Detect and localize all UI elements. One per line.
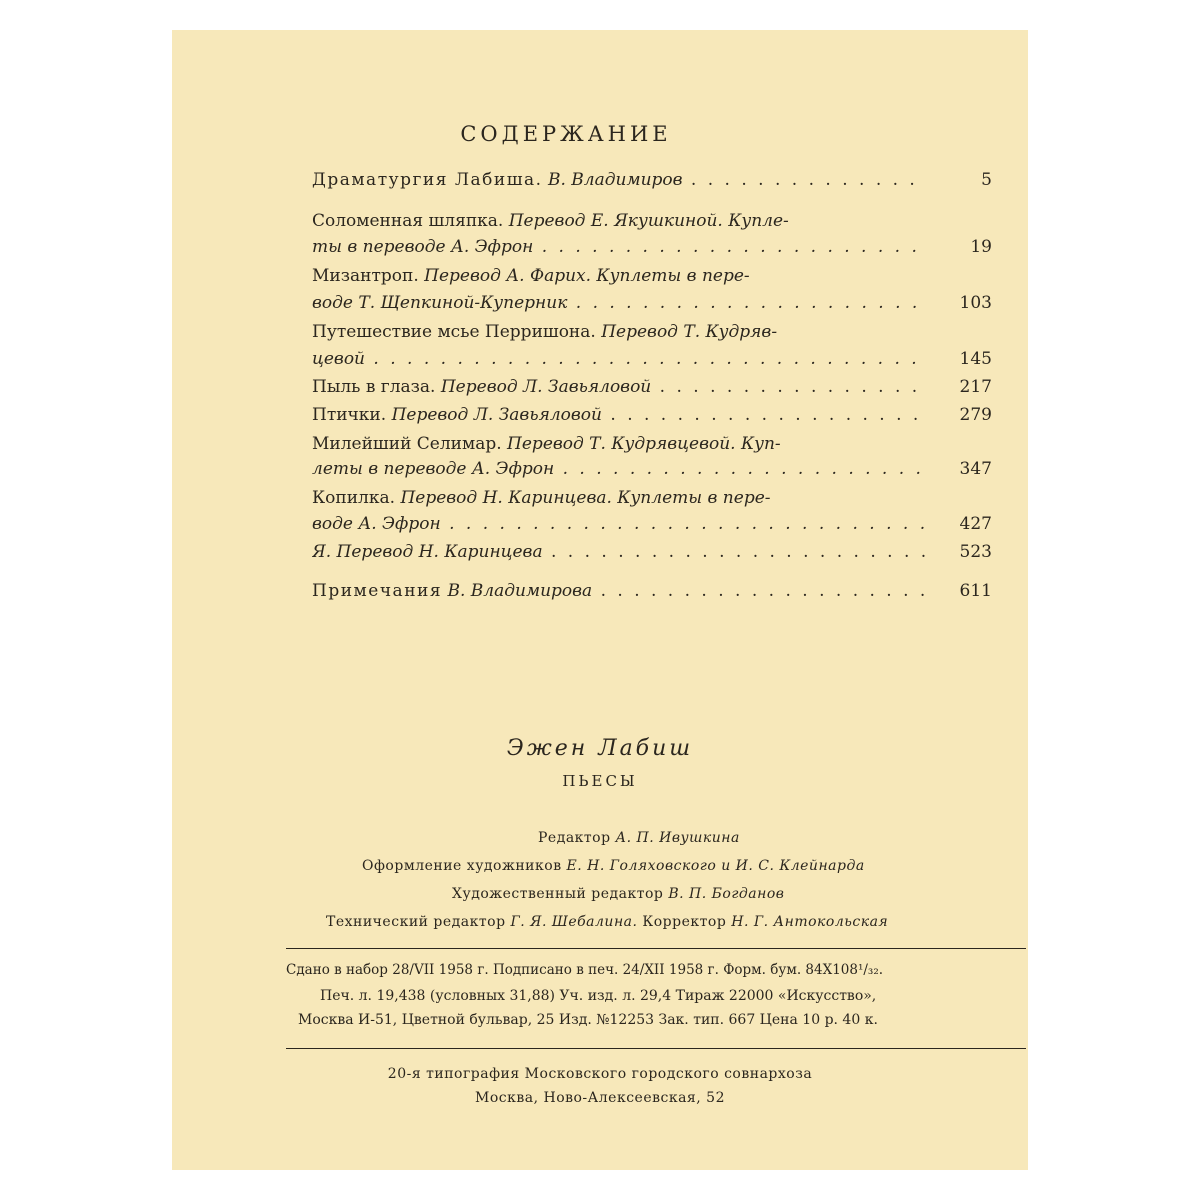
credit-tech-editor: [326, 914, 888, 930]
toc-entry: [312, 578, 992, 604]
toc-entry-credit: В. Владимирова: [447, 581, 593, 601]
imprint-line: Сдано в набор 28/VII 1958 г. Подписано в печ. 24/XII 1958 г. Форм. бум. 84Х108¹/₃₂.: [286, 962, 884, 978]
book-subtitle: ПЬЕСЫ: [562, 772, 638, 790]
credit-design: [362, 858, 865, 874]
toc-entry-page: 103: [959, 293, 992, 313]
toc-entry-title: Я.: [312, 542, 332, 562]
toc-entry-title: Примечания: [312, 581, 443, 601]
printer-line: 20-я типография Московского городского совнархоза: [387, 1066, 813, 1082]
toc-entry-credit: Перевод Е. Якушкиной. Купле-: [508, 211, 789, 231]
toc-entry-credit-cont: воде А. Эфрон . . .: [312, 511, 927, 537]
toc-entry-title: Милейший Селимар.: [312, 434, 502, 454]
credit-name: Г. Я. Шебалина.: [510, 914, 638, 930]
credit-name: В. П. Богданов: [668, 886, 785, 902]
credit-editor: [538, 830, 740, 846]
divider-rule: [286, 948, 1026, 949]
toc-entry: [312, 431, 992, 457]
toc-entry-credit: В. Владимиров: [548, 170, 683, 190]
credit-label: Художественный редактор: [452, 886, 664, 902]
credit-name: Е. Н. Голяховского и И. С. Клейнарда: [566, 858, 865, 874]
toc-entry-page: 19: [970, 237, 992, 257]
credit-label: Технический редактор: [326, 914, 506, 930]
toc-entry-page: 523: [959, 542, 992, 562]
toc-entry-credit: Перевод Л. Завьяловой: [391, 405, 602, 425]
divider-rule: [286, 1048, 1026, 1049]
toc-entry-credit: Перевод Н. Каринцева: [336, 542, 543, 562]
toc-entry: [312, 539, 992, 565]
toc-entry-credit-cont: цевой . . .: [312, 346, 927, 372]
toc-entry-title: Копилка.: [312, 488, 396, 508]
toc-entry: [312, 208, 992, 234]
toc-entry-title: Пыль в глаза.: [312, 377, 436, 397]
toc-entry-title: Драматургия Лабиша.: [312, 170, 543, 190]
toc-entry-continuation: [312, 511, 992, 537]
toc-entry-credit-cont: воде Т. Щепкиной-Куперник . . .: [312, 290, 927, 316]
credit-label: Редактор: [538, 830, 611, 846]
toc-entry-page: 5: [981, 170, 992, 190]
toc-entry-continuation: [312, 346, 992, 372]
toc-entry-continuation: [312, 290, 992, 316]
toc-entry-page: 279: [959, 405, 992, 425]
toc-entry-credit: Перевод Н. Каринцева. Куплеты в пере-: [400, 488, 771, 508]
toc-entry-credit: Перевод Т. Кудряв-: [601, 322, 778, 342]
toc-entry: [312, 167, 992, 193]
printer-line: Москва, Ново-Алексеевская, 52: [475, 1090, 725, 1106]
toc-entry-page: 347: [959, 459, 992, 479]
credit-label: Оформление художников: [362, 858, 562, 874]
toc-entry: [312, 402, 992, 428]
toc-entry: [312, 319, 992, 345]
credit-name: А. П. Ивушкина: [615, 830, 740, 846]
credit-name: Н. Г. Антокольская: [731, 914, 889, 930]
toc-entry-page: 611: [959, 581, 992, 601]
toc-entry-title: Путешествие мсье Перришона.: [312, 322, 596, 342]
toc-entry-credit-cont: ты в переводе А. Эфрон . . .: [312, 234, 927, 260]
toc-entry-title: Соломенная шляпка.: [312, 211, 504, 231]
imprint-line: Печ. л. 19,438 (условных 31,88) Уч. изд. л. 29,4 Тираж 22000 «Искусство»,: [320, 988, 877, 1004]
toc-entry-title: Птички.: [312, 405, 387, 425]
credit-label: Корректор: [642, 914, 727, 930]
credit-art-editor: [452, 886, 784, 902]
toc-entry-credit: Перевод А. Фарих. Куплеты в пере-: [424, 266, 750, 286]
toc-entry-credit-cont: леты в переводе А. Эфрон . . .: [312, 456, 927, 482]
toc-entry-title: Мизантроп.: [312, 266, 419, 286]
toc-entry-credit: Перевод Л. Завьяловой: [440, 377, 652, 397]
toc-entry-credit: Перевод Т. Кудрявцевой. Куп-: [507, 434, 781, 454]
toc-entry: [312, 263, 992, 289]
book-author: Эжен Лабиш: [506, 736, 694, 761]
toc-entry-page: 145: [959, 349, 992, 369]
toc-entry-continuation: [312, 456, 992, 482]
toc-entry-page: 217: [959, 377, 992, 397]
toc-entry-page: 427: [959, 514, 992, 534]
toc-entry: [312, 485, 992, 511]
imprint-line: Москва И-51, Цветной бульвар, 25 Изд. №12253 Зак. тип. 667 Цена 10 р. 40 к.: [298, 1012, 878, 1028]
toc-entry-continuation: [312, 234, 992, 260]
toc-entry: [312, 374, 992, 400]
book-page: [172, 30, 1028, 1170]
toc-title: СОДЕРЖАНИЕ: [460, 122, 672, 146]
